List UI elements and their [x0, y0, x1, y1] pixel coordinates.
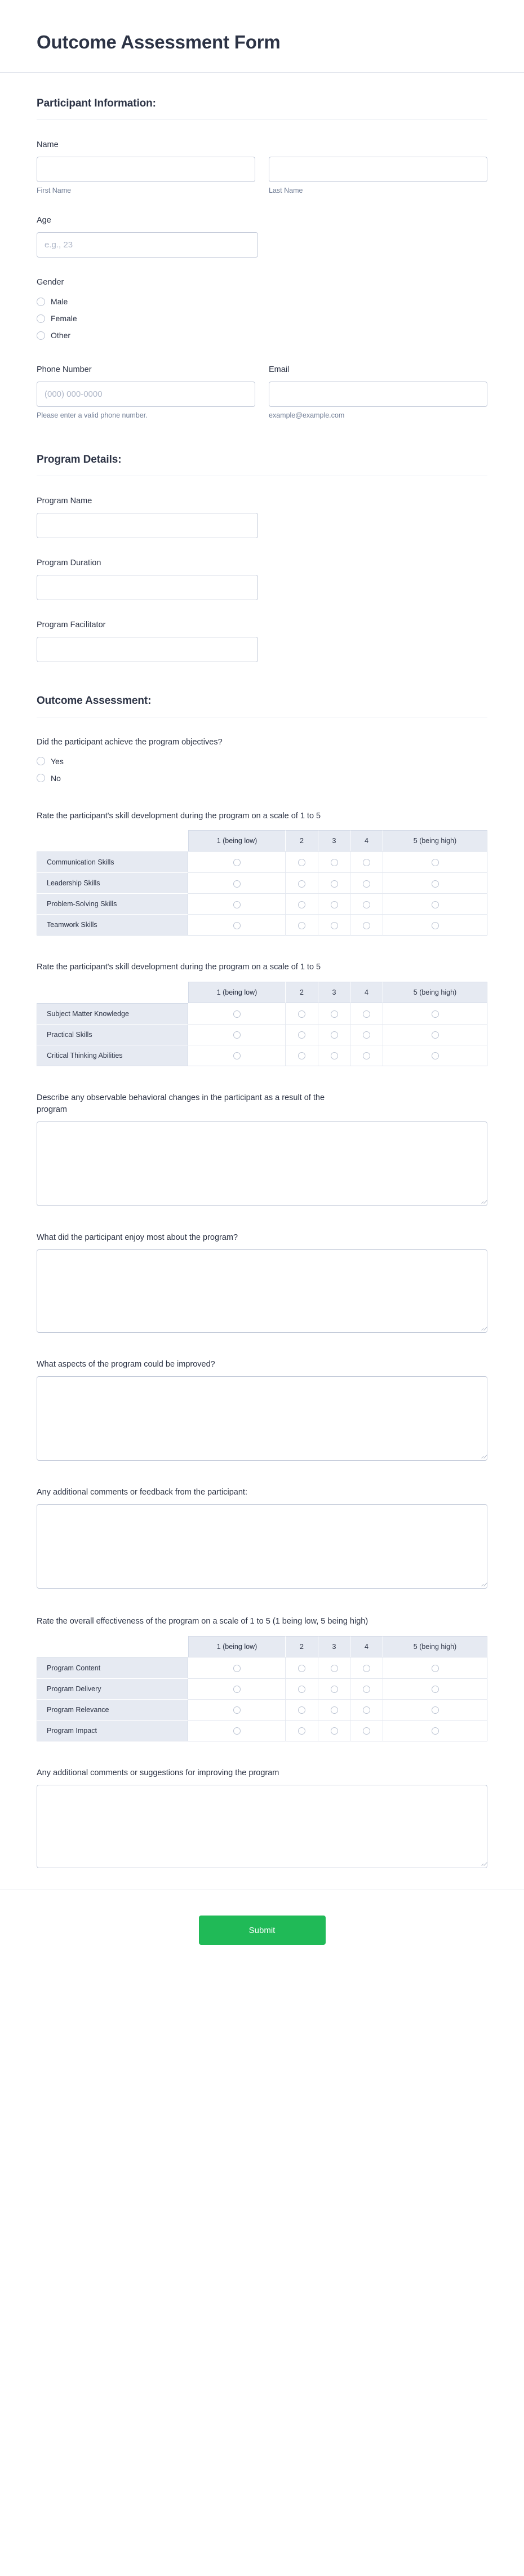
label-program-facilitator: Program Facilitator — [37, 620, 106, 629]
matrix-cell-3[interactable] — [318, 1657, 350, 1679]
matrix-question-text: Rate the overall effectiveness of the program on a scale of 1 to 5 (1 being low, 5 being high) — [37, 1617, 368, 1626]
matrix-cell-2[interactable] — [286, 915, 318, 935]
matrix-cell-1[interactable] — [188, 873, 286, 894]
resize-grip-icon[interactable] — [479, 1453, 485, 1458]
matrix-cell-3[interactable] — [318, 852, 350, 873]
radio-icon[interactable] — [37, 314, 45, 323]
matrix-cell-5[interactable] — [383, 1003, 487, 1025]
objectives-radio-group — [37, 754, 487, 786]
last-name-group — [269, 157, 487, 196]
matrix-cell-4[interactable] — [350, 1045, 383, 1066]
matrix-cell-1[interactable] — [188, 1045, 286, 1066]
objectives-option-yes[interactable] — [37, 754, 487, 769]
radio-icon[interactable] — [298, 1727, 305, 1735]
matrix-row — [37, 894, 487, 915]
label-phone: Phone Number — [37, 365, 92, 375]
matrix-cell-1[interactable] — [188, 1700, 286, 1721]
name-row — [37, 157, 487, 196]
matrix-cell-3[interactable] — [318, 1045, 350, 1066]
matrix-cell-4[interactable] — [350, 873, 383, 894]
matrix-cell-3[interactable] — [318, 894, 350, 915]
matrix-row-label: Problem-Solving Skills — [37, 894, 188, 915]
radio-icon[interactable] — [298, 901, 305, 908]
matrix-row — [37, 1025, 487, 1045]
objectives-option-label: Yes — [51, 756, 64, 766]
matrix-cell-1[interactable] — [188, 1721, 286, 1741]
submit-button[interactable]: Submit — [199, 1916, 326, 1945]
gender-option-label: Female — [51, 314, 77, 323]
phone-placeholder: (000) 000-0000 — [45, 389, 103, 400]
matrix-cell-3[interactable] — [318, 1721, 350, 1741]
matrix-cell-4[interactable] — [350, 1700, 383, 1721]
field-age — [37, 196, 487, 258]
field-program-duration — [37, 538, 487, 600]
section-outcome-assessment — [37, 662, 487, 717]
field-objectives — [37, 717, 487, 786]
matrix-overall-effectiveness — [37, 1589, 487, 1741]
matrix-cell-1[interactable] — [188, 894, 286, 915]
program-facilitator-input[interactable] — [37, 637, 258, 662]
label-enjoyed-most: What did the participant enjoy most about the program? — [37, 1233, 238, 1243]
matrix-row-label: Program Impact — [37, 1721, 188, 1741]
matrix-cell-1[interactable] — [188, 1657, 286, 1679]
radio-icon[interactable] — [432, 901, 439, 908]
radio-icon[interactable] — [233, 1686, 241, 1693]
matrix-cell-2[interactable] — [286, 852, 318, 873]
resize-grip-icon[interactable] — [479, 1325, 485, 1331]
matrix-cell-5[interactable] — [383, 852, 487, 873]
radio-icon[interactable] — [298, 1052, 305, 1059]
matrix-skill-development-1 — [37, 788, 487, 936]
form-footer — [0, 1890, 524, 1976]
radio-icon[interactable] — [432, 880, 439, 888]
matrix-header-row — [37, 830, 487, 852]
radio-icon[interactable] — [331, 1665, 338, 1672]
matrix-cell-5[interactable] — [383, 1025, 487, 1045]
radio-icon[interactable] — [233, 1052, 241, 1059]
matrix-col-header: 3 — [318, 982, 350, 1003]
radio-icon[interactable] — [432, 1686, 439, 1693]
label-improvements: What aspects of the program could be improved? — [37, 1360, 215, 1369]
matrix-cell-3[interactable] — [318, 1003, 350, 1025]
section-participant-information — [37, 73, 487, 120]
age-input[interactable] — [37, 232, 258, 258]
gender-option-label: Male — [51, 297, 68, 307]
radio-icon[interactable] — [331, 922, 338, 929]
matrix-col-header: 3 — [318, 830, 350, 852]
email-input[interactable] — [269, 382, 487, 407]
matrix-cell-2[interactable] — [286, 1045, 318, 1066]
radio-icon[interactable] — [298, 859, 305, 866]
section-program-details — [37, 421, 487, 476]
gender-option-other[interactable] — [37, 328, 487, 343]
radio-icon[interactable] — [363, 1031, 370, 1039]
radio-icon[interactable] — [331, 1686, 338, 1693]
matrix-cell-5[interactable] — [383, 915, 487, 935]
page-title: Outcome Assessment Form — [37, 32, 281, 52]
radio-icon[interactable] — [233, 859, 241, 866]
radio-icon[interactable] — [363, 1686, 370, 1693]
radio-icon[interactable] — [432, 1727, 439, 1735]
radio-icon[interactable] — [233, 1665, 241, 1672]
matrix-col-header: 5 (being high) — [383, 1636, 487, 1657]
improvements-textarea[interactable] — [37, 1376, 487, 1461]
radio-icon[interactable] — [37, 298, 45, 306]
radio-icon[interactable] — [233, 880, 241, 888]
phone-email-row — [37, 364, 487, 421]
radio-icon[interactable] — [233, 901, 241, 908]
matrix-cell-3[interactable] — [318, 1679, 350, 1700]
field-program-name — [37, 476, 487, 538]
matrix-cell-2[interactable] — [286, 873, 318, 894]
matrix-header-row — [37, 982, 487, 1003]
field-improvements — [37, 1333, 487, 1461]
matrix-cell-2[interactable] — [286, 1025, 318, 1045]
matrix-cell-2[interactable] — [286, 1657, 318, 1679]
radio-icon[interactable] — [233, 1706, 241, 1714]
radio-icon[interactable] — [298, 1031, 305, 1039]
radio-icon[interactable] — [331, 1706, 338, 1714]
matrix-table — [37, 830, 487, 935]
matrix-row — [37, 873, 487, 894]
matrix-cell-1[interactable] — [188, 915, 286, 935]
additional-suggestions-textarea[interactable] — [37, 1785, 487, 1868]
radio-icon[interactable] — [331, 1727, 338, 1735]
radio-icon[interactable] — [331, 859, 338, 866]
radio-icon[interactable] — [432, 1706, 439, 1714]
objectives-option-no[interactable] — [37, 771, 487, 786]
additional-feedback-textarea[interactable] — [37, 1504, 487, 1589]
resize-grip-icon[interactable] — [479, 1198, 485, 1204]
radio-icon[interactable] — [432, 859, 439, 866]
program-name-input[interactable] — [37, 513, 258, 538]
radio-icon[interactable] — [37, 774, 45, 782]
radio-icon[interactable] — [233, 922, 241, 929]
radio-icon[interactable] — [37, 757, 45, 765]
label-behavioral-changes: Describe any observable behavioral changes in the participant as a result of the program — [37, 1093, 325, 1115]
matrix-col-header: 5 (being high) — [383, 830, 487, 852]
matrix-header-row — [37, 1636, 487, 1657]
label-additional-feedback: Any additional comments or feedback from the participant: — [37, 1488, 247, 1497]
radio-icon[interactable] — [331, 880, 338, 888]
matrix-cell-4[interactable] — [350, 1657, 383, 1679]
phone-sublabel: Please enter a valid phone number. — [37, 411, 148, 420]
label-objectives: Did the participant achieve the program objectives? — [37, 737, 223, 747]
matrix-col-header: 1 (being low) — [188, 982, 286, 1003]
email-sublabel: example@example.com — [269, 411, 345, 420]
field-gender — [37, 258, 487, 343]
radio-icon[interactable] — [331, 1052, 338, 1059]
matrix-row-label: Teamwork Skills — [37, 915, 188, 935]
field-enjoyed-most — [37, 1206, 487, 1333]
field-name — [37, 120, 487, 196]
matrix-cell-2[interactable] — [286, 1679, 318, 1700]
label-age: Age — [37, 216, 51, 225]
matrix-corner-cell — [37, 982, 188, 1003]
email-group — [269, 364, 487, 421]
matrix-row-label: Communication Skills — [37, 852, 188, 873]
radio-icon[interactable] — [363, 1706, 370, 1714]
matrix-cell-3[interactable] — [318, 1025, 350, 1045]
form-body — [0, 73, 524, 1868]
radio-icon[interactable] — [363, 1665, 370, 1672]
form-header — [0, 0, 524, 73]
label-additional-suggestions: Any additional comments or suggestions for improving the program — [37, 1768, 279, 1778]
matrix-col-header: 4 — [350, 982, 383, 1003]
radio-icon[interactable] — [233, 1727, 241, 1735]
matrix-row-label: Program Delivery — [37, 1679, 188, 1700]
label-name: Name — [37, 140, 59, 149]
matrix-cell-4[interactable] — [350, 1003, 383, 1025]
first-name-input[interactable] — [37, 157, 255, 182]
matrix-col-header: 5 (being high) — [383, 982, 487, 1003]
matrix-row-label: Critical Thinking Abilities — [37, 1045, 188, 1066]
gender-option-female[interactable] — [37, 311, 487, 326]
age-placeholder: e.g., 23 — [45, 240, 73, 250]
radio-icon[interactable] — [363, 901, 370, 908]
matrix-question-text: Rate the participant's skill development during the program on a scale of 1 to 5 — [37, 963, 321, 972]
field-additional-feedback — [37, 1461, 487, 1589]
radio-icon[interactable] — [298, 1665, 305, 1672]
section-title-outcome: Outcome Assessment: — [37, 694, 152, 707]
label-program-duration: Program Duration — [37, 558, 101, 567]
first-name-sublabel: First Name — [37, 186, 72, 194]
radio-icon[interactable] — [331, 901, 338, 908]
matrix-table — [37, 982, 487, 1066]
label-email: Email — [269, 365, 290, 375]
radio-icon[interactable] — [432, 922, 439, 929]
matrix-row-label: Leadership Skills — [37, 873, 188, 894]
matrix-cell-5[interactable] — [383, 1721, 487, 1741]
matrix-col-header: 2 — [286, 830, 318, 852]
matrix-col-header: 3 — [318, 1636, 350, 1657]
matrix-cell-1[interactable] — [188, 1003, 286, 1025]
matrix-col-header: 2 — [286, 982, 318, 1003]
matrix-cell-5[interactable] — [383, 894, 487, 915]
phone-group — [37, 364, 255, 421]
matrix-cell-2[interactable] — [286, 894, 318, 915]
matrix-col-header: 1 (being low) — [188, 830, 286, 852]
last-name-sublabel: Last Name — [269, 186, 303, 194]
matrix-cell-3[interactable] — [318, 1700, 350, 1721]
matrix-row-label: Program Content — [37, 1657, 188, 1679]
resize-grip-icon[interactable] — [479, 1581, 485, 1586]
radio-icon[interactable] — [298, 1686, 305, 1693]
field-phone-email — [37, 345, 487, 421]
matrix-col-header: 1 (being low) — [188, 1636, 286, 1657]
section-title-participant: Participant Information: — [37, 97, 156, 109]
radio-icon[interactable] — [298, 922, 305, 929]
matrix-row — [37, 1657, 487, 1679]
matrix-cell-4[interactable] — [350, 1679, 383, 1700]
matrix-cell-3[interactable] — [318, 873, 350, 894]
matrix-corner-cell — [37, 830, 188, 852]
enjoyed-most-textarea[interactable] — [37, 1249, 487, 1333]
matrix-cell-5[interactable] — [383, 1679, 487, 1700]
matrix-cell-3[interactable] — [318, 915, 350, 935]
matrix-col-header: 4 — [350, 1636, 383, 1657]
label-program-name: Program Name — [37, 496, 92, 506]
program-duration-input[interactable] — [37, 575, 258, 600]
gender-option-male[interactable] — [37, 294, 487, 309]
last-name-input[interactable] — [269, 157, 487, 182]
radio-icon[interactable] — [432, 1031, 439, 1039]
matrix-cell-4[interactable] — [350, 1721, 383, 1741]
radio-icon[interactable] — [363, 880, 370, 888]
radio-icon[interactable] — [298, 880, 305, 888]
matrix-cell-2[interactable] — [286, 1721, 318, 1741]
radio-icon[interactable] — [298, 1010, 305, 1018]
matrix-row — [37, 1700, 487, 1721]
matrix-cell-1[interactable] — [188, 1679, 286, 1700]
radio-icon[interactable] — [363, 922, 370, 929]
gender-radio-group — [37, 294, 487, 343]
matrix-cell-4[interactable] — [350, 915, 383, 935]
matrix-row — [37, 1045, 487, 1066]
radio-icon[interactable] — [363, 1010, 370, 1018]
matrix-cell-1[interactable] — [188, 1025, 286, 1045]
matrix-row-label: Practical Skills — [37, 1025, 188, 1045]
objectives-option-label: No — [51, 773, 61, 783]
section-title-program: Program Details: — [37, 453, 122, 465]
radio-icon[interactable] — [37, 331, 45, 340]
matrix-row — [37, 1003, 487, 1025]
matrix-table — [37, 1636, 487, 1741]
matrix-skill-development-2 — [37, 935, 487, 1066]
first-name-group — [37, 157, 255, 196]
matrix-cell-1[interactable] — [188, 852, 286, 873]
matrix-cell-2[interactable] — [286, 1003, 318, 1025]
matrix-cell-4[interactable] — [350, 1025, 383, 1045]
matrix-cell-4[interactable] — [350, 852, 383, 873]
radio-icon[interactable] — [298, 1706, 305, 1714]
radio-icon[interactable] — [432, 1052, 439, 1059]
matrix-cell-2[interactable] — [286, 1700, 318, 1721]
matrix-question-text: Rate the participant's skill development during the program on a scale of 1 to 5 — [37, 811, 321, 821]
matrix-cell-5[interactable] — [383, 873, 487, 894]
matrix-row — [37, 1679, 487, 1700]
matrix-cell-5[interactable] — [383, 1045, 487, 1066]
radio-icon[interactable] — [331, 1010, 338, 1018]
matrix-row-label: Program Relevance — [37, 1700, 188, 1721]
radio-icon[interactable] — [233, 1010, 241, 1018]
matrix-col-header: 2 — [286, 1636, 318, 1657]
matrix-col-header: 4 — [350, 830, 383, 852]
field-program-facilitator — [37, 600, 487, 662]
field-additional-suggestions — [37, 1741, 487, 1868]
label-gender: Gender — [37, 278, 64, 287]
radio-icon[interactable] — [432, 1665, 439, 1672]
matrix-row — [37, 915, 487, 935]
radio-icon[interactable] — [331, 1031, 338, 1039]
matrix-row — [37, 1721, 487, 1741]
matrix-row-label: Subject Matter Knowledge — [37, 1003, 188, 1025]
radio-icon[interactable] — [363, 1052, 370, 1059]
phone-input[interactable] — [37, 382, 255, 407]
radio-icon[interactable] — [432, 1010, 439, 1018]
matrix-row — [37, 852, 487, 873]
radio-icon[interactable] — [363, 859, 370, 866]
gender-option-label: Other — [51, 331, 71, 340]
radio-icon[interactable] — [233, 1031, 241, 1039]
behavioral-changes-textarea[interactable] — [37, 1121, 487, 1206]
matrix-corner-cell — [37, 1636, 188, 1657]
matrix-cell-4[interactable] — [350, 894, 383, 915]
radio-icon[interactable] — [363, 1727, 370, 1735]
matrix-cell-5[interactable] — [383, 1700, 487, 1721]
field-behavioral-changes — [37, 1066, 487, 1206]
resize-grip-icon[interactable] — [479, 1860, 485, 1866]
matrix-cell-5[interactable] — [383, 1657, 487, 1679]
